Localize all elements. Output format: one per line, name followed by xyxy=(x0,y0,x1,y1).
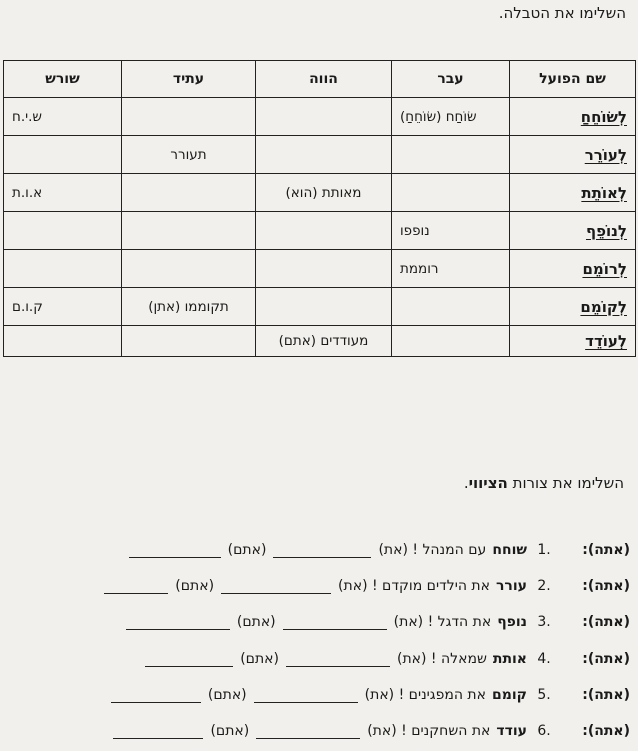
exercise-item xyxy=(8,536,630,558)
future-cell[interactable] xyxy=(122,174,256,212)
sentence-text: עם המנהל ! (את) xyxy=(378,542,487,558)
item-number: .6 xyxy=(537,723,551,739)
past-cell[interactable]: שׂוֹחַח (שׂוֹחֵחַ) xyxy=(392,98,510,136)
past-cell[interactable] xyxy=(392,326,510,357)
column-header: הווה xyxy=(256,61,392,98)
answer-blank[interactable] xyxy=(254,688,358,703)
item-number: .2 xyxy=(537,578,551,594)
table-row xyxy=(4,98,636,136)
sentence-text: את הילדים מוקדם ! (את) xyxy=(338,578,490,594)
root-cell[interactable]: ש.י.ח xyxy=(4,98,122,136)
instruction-text: השלימו את צורות xyxy=(507,474,624,492)
past-cell[interactable]: נופפו xyxy=(392,212,510,250)
subject-label: (אתה): xyxy=(582,614,630,630)
table-instructions: השלימו את הטבלה. xyxy=(498,4,626,22)
exercise-item xyxy=(8,681,630,703)
infinitive-cell: לְאוֹתֵת xyxy=(510,174,636,212)
atem-label: (אתם) xyxy=(227,542,267,558)
present-cell[interactable] xyxy=(256,288,392,326)
column-header: שורש xyxy=(4,61,122,98)
verb-word: אותת xyxy=(492,651,527,667)
infinitive-cell: לְקוֹמֵם xyxy=(510,288,636,326)
verb-word: נופף xyxy=(497,614,527,630)
column-header: עבר xyxy=(392,61,510,98)
answer-blank[interactable] xyxy=(113,724,203,739)
exercise-item xyxy=(8,608,630,630)
root-cell[interactable]: א.ו.ת xyxy=(4,174,122,212)
past-cell[interactable]: רוממת xyxy=(392,250,510,288)
table-header-row xyxy=(4,61,636,98)
instruction-bold: הציווי xyxy=(468,474,508,492)
root-cell[interactable] xyxy=(4,212,122,250)
answer-blank[interactable] xyxy=(145,652,233,667)
subject-label: (אתה): xyxy=(582,651,630,667)
subject-label: (אתה): xyxy=(582,687,630,703)
answer-blank[interactable] xyxy=(129,543,221,558)
imperative-instructions xyxy=(464,474,624,492)
future-cell[interactable] xyxy=(122,326,256,357)
infinitive-cell: לְשׂוֹחֵחַ xyxy=(510,98,636,136)
table-row xyxy=(4,136,636,174)
answer-blank[interactable] xyxy=(273,543,371,558)
present-cell[interactable]: מאותת (הוא) xyxy=(256,174,392,212)
root-cell[interactable] xyxy=(4,136,122,174)
item-number: .5 xyxy=(537,687,551,703)
future-cell[interactable] xyxy=(122,212,256,250)
infinitive-cell: לְעוֹרֵר xyxy=(510,136,636,174)
column-header: עתיד xyxy=(122,61,256,98)
verb-table xyxy=(3,60,636,357)
atem-label: (אתם) xyxy=(236,614,276,630)
future-cell[interactable]: תקוממו (אתן) xyxy=(122,288,256,326)
answer-blank[interactable] xyxy=(126,615,230,630)
present-cell[interactable] xyxy=(256,250,392,288)
sentence-text: את הדגל ! (את) xyxy=(393,614,492,630)
infinitive-cell: לְעוֹדֵד xyxy=(510,326,636,357)
present-cell[interactable] xyxy=(256,136,392,174)
infinitive-cell: לְנוֹפֵף xyxy=(510,212,636,250)
table-row xyxy=(4,174,636,212)
item-number: .1 xyxy=(537,542,551,558)
exercise-item xyxy=(8,572,630,594)
future-cell[interactable] xyxy=(122,98,256,136)
answer-blank[interactable] xyxy=(286,652,390,667)
exercise-item xyxy=(8,717,630,739)
future-cell[interactable]: תעורר xyxy=(122,136,256,174)
root-cell[interactable]: ק.ו.ם xyxy=(4,288,122,326)
present-cell[interactable] xyxy=(256,98,392,136)
atem-label: (אתם) xyxy=(175,578,215,594)
column-header: שם הפועל xyxy=(510,61,636,98)
atem-label: (אתם) xyxy=(240,651,279,667)
exercise-item xyxy=(8,645,630,667)
future-cell[interactable] xyxy=(122,250,256,288)
verb-word: שוחח xyxy=(492,542,527,558)
answer-blank[interactable] xyxy=(104,579,168,594)
past-cell[interactable] xyxy=(392,174,510,212)
past-cell[interactable] xyxy=(392,288,510,326)
sentence-text: את השחקנים ! (את) xyxy=(367,723,491,739)
verb-word: עורר xyxy=(496,578,527,594)
item-number: .4 xyxy=(537,651,551,667)
answer-blank[interactable] xyxy=(111,688,201,703)
root-cell[interactable] xyxy=(4,250,122,288)
infinitive-cell: לְרוֹמֵם xyxy=(510,250,636,288)
subject-label: (אתה): xyxy=(582,578,630,594)
answer-blank[interactable] xyxy=(256,724,360,739)
present-cell[interactable]: מעודדים (אתם) xyxy=(256,326,392,357)
subject-label: (אתה): xyxy=(582,542,630,558)
past-cell[interactable] xyxy=(392,136,510,174)
answer-blank[interactable] xyxy=(283,615,387,630)
sentence-text: שמאלה ! (את) xyxy=(396,651,487,667)
root-cell[interactable] xyxy=(4,326,122,357)
subject-label: (אתה): xyxy=(582,723,630,739)
table-row xyxy=(4,250,636,288)
sentence-text: את המפגינים ! (את) xyxy=(364,687,486,703)
answer-blank[interactable] xyxy=(221,579,331,594)
atem-label: (אתם) xyxy=(207,687,247,703)
atem-label: (אתם) xyxy=(210,723,250,739)
item-number: .3 xyxy=(537,614,551,630)
instruction-end: . xyxy=(463,474,469,492)
verb-word: קומם xyxy=(492,687,527,703)
present-cell[interactable] xyxy=(256,212,392,250)
verb-word: עודד xyxy=(496,723,527,739)
table-row xyxy=(4,326,636,357)
table-row xyxy=(4,288,636,326)
table-row xyxy=(4,212,636,250)
